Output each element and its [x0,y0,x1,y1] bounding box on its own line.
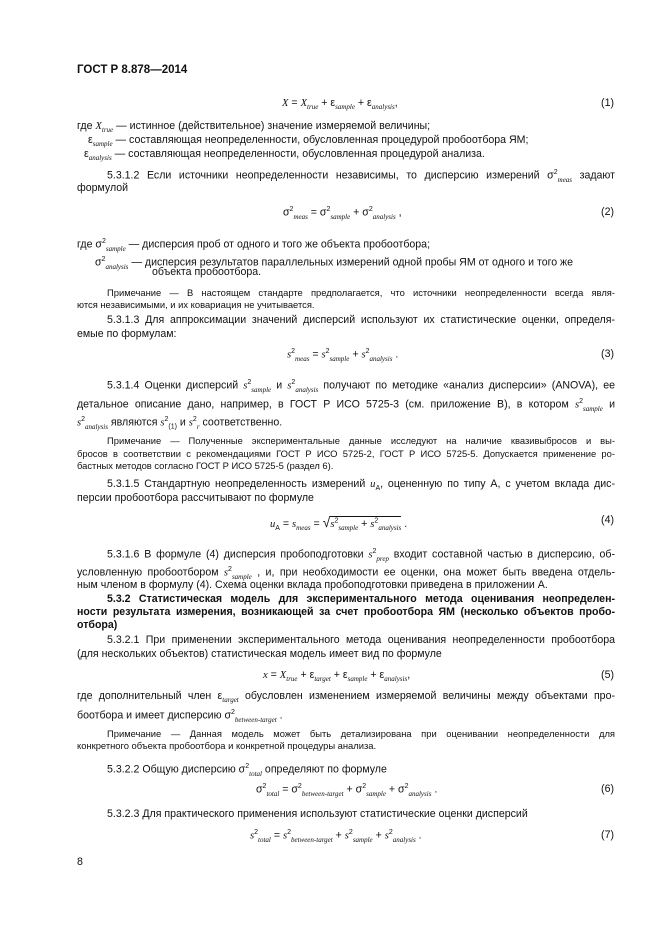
note-1-line: Примечание — В настоящем стандарте предполагается, что источники неопределенности всегда явля- [107,287,615,298]
paragraph-5-3-1-3: 5.3.1.3 Для аппроксимации значений дисперсий используют их статистические оценки, определя- [107,314,615,326]
paragraph-line: условленную пробоотбором $s^2_{sample}$ , и, при необходимости ее оценки, она может быть введена отдель- [77,566,615,581]
equation-number: (4) [601,514,614,526]
equation-number: (6) [601,783,614,795]
equation-3: $s^2_{meas} = s^2_{sample} + s^2_{analysis}$ . [287,348,399,363]
paragraph-line: ным членом в формулу (4). Схема оценки вклада пробоподготовки приведена в приложении А. [77,579,548,591]
paragraph-5-3-1-5: 5.3.1.5 Стандартную неопределенность измерений $u_A$, оцененную по типу А, с учетом вклада дис- [107,478,615,493]
equation-6: $\sigma^2_{total} = \sigma^2_{between-target} + \sigma^2_{sample} + \sigma^2_{analysis}$ . [256,783,438,798]
page-header: ГОСТ Р 8.878—2014 [77,64,188,76]
equation-2: $\sigma^2_{meas} = \sigma^2_{sample} + \sigma^2_{analysis}$ , [283,206,402,221]
paragraph-5-3-2-3: 5.3.2.3 Для практического применения используют статистические оценки дисперсий [107,808,528,820]
section-heading-5-3-2: 5.3.2 Статистическая модель для экспериментального метода оценивания неопределен- [107,593,615,605]
paragraph-5-3-2-1: 5.3.2.1 При применении экспериментального метода оценивания неопределенности пробоотбора [107,634,615,646]
paragraph-5-3-2-2: 5.3.2.2 Общую дисперсию $\sigma^2_{total}$ определяют по формуле [107,763,387,778]
where-line: где $\sigma^2_{sample}$ — дисперсия проб от одного и того же объекта пробоотбора; [77,238,431,253]
equation-4: $u_A = s_{meas} = √s^2_{sample} + s^2_{analysis}$ . [270,514,408,533]
paragraph-line: емые по формулам: [77,328,177,340]
note-2-line: Примечание — Полученные экспериментальные данные исследуют на наличие квазивыбросов и вы- [107,435,615,446]
equation-number: (5) [601,669,614,681]
equation-number: (7) [601,829,614,841]
note-3-line: Примечание — Данная модель может быть детализирована при оценивании неопределенности для [107,728,615,739]
paragraph-line: (для нескольких объектов) статистическая модель имеет вид по формуле [77,648,442,660]
section-heading-line: отбора) [77,619,118,631]
equation-number: (2) [601,206,614,218]
where-line: где дополнительный член $\varepsilon_{target}$ обусловлен изменением измеряемой величины между объектами про- [77,690,615,705]
paragraph-line: персии пробоотбора рассчитывают по формуле [77,492,314,504]
where-line: $\sigma^2_{analysis}$ — дисперсия результатов параллельных измерений одной пробы ЯМ от одного и того же [95,256,574,271]
equation-1: $X = X_{true} + \varepsilon_{sample} + \varepsilon_{analysis}$, [282,97,398,112]
paragraph-5-3-1-6: 5.3.1.6 В формуле (4) дисперсия пробоподготовки $s^2_{prep}$ входит составной частью в дисперсию, об- [107,548,615,563]
where-line: объекта пробоотбора. [152,266,262,278]
equation-5: $x = X_{true} + \varepsilon_{target} + \varepsilon_{sample} + \varepsilon_{analysis}$, [263,669,411,684]
equation-number: (1) [601,97,614,109]
note-3-line: конкретного объекта пробоотбора и конкретной процедуры анализа. [77,740,377,751]
note-1-line: ются независимыми, и их ковариация не учитывается. [77,299,315,310]
equation-7: $s^2_{total} = s^2_{between-target} + s^2_{sample} + s^2_{analysis}$ . [250,829,422,844]
where-line: $\varepsilon_{analysis}$ — составляющая неопределенности, обусловленная процедурой анализа. [84,148,485,163]
paragraph-5-3-1-2: 5.3.1.2 Если источники неопределенности независимы, то дисперсию измерений $\sigma^2_{meas}$ задают [107,169,615,184]
paragraph-line: детальное описание дано, например, в ГОСТ Р ИСО 5725-3 (см. приложение В), в котором $s^2_{sample}$ и [77,398,615,413]
section-heading-line: ности результата измерения, возникающей за счет пробоотбора ЯМ (несколько объектов пробо- [77,606,615,618]
where-line: $\varepsilon_{sample}$ — составляющая неопределенности, обусловленная процедурой пробоотбора ЯМ; [88,134,529,149]
paragraph-5-3-1-4: 5.3.1.4 Оценки дисперсий $s^2_{sample}$ и $s^2_{analysis}$ получают по методике «анализ дисперсии» (ANOVA), ее [107,379,615,394]
where-line: где $X_{true}$ — истинное (действительное) значение измеряемой величины; [77,120,431,135]
page-number: 8 [77,856,83,868]
note-2-line: бастных методов согласно ГОСТ Р ИСО 5725-5 (раздел 6). [77,460,334,471]
paragraph-line: формулой [77,182,129,194]
where-line: боотбора и имеет дисперсию $\sigma^2_{between-target}$ . [77,709,283,724]
paragraph-line: $s^2_{analysis}$ являются $s^2_{(1)}$ и $s^2_r$ соответственно. [77,416,283,431]
equation-number: (3) [601,348,614,360]
note-2-line: бросов в соответствии с рекомендациями ГОСТ Р ИСО 5725-2, ГОСТ Р ИСО 5725-5. Допускается применение ро- [77,448,615,459]
